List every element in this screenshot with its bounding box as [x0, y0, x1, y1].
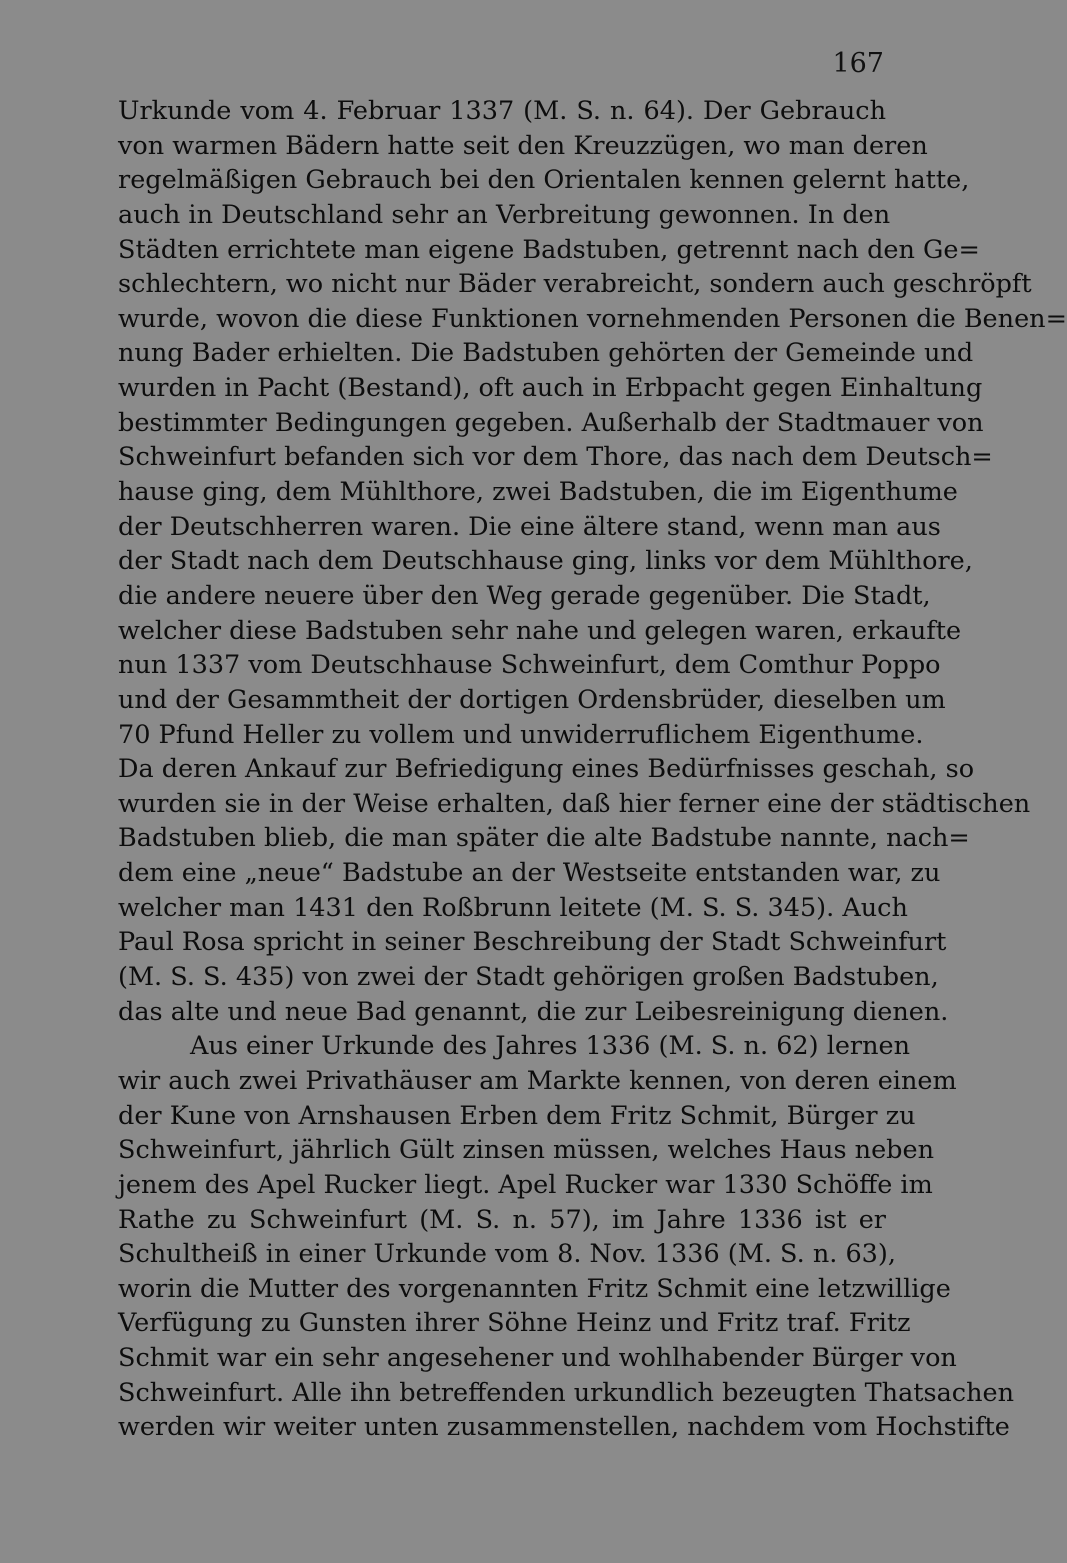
text-line: Schweinfurt. Alle ihn betreffenden urkundlich bezeugten Thatsachen [118, 1377, 1015, 1408]
text-line: der Deutschherren waren. Die eine ältere stand, wenn man aus [118, 511, 941, 542]
text-line: regelmäßigen Gebrauch bei den Orientalen kennen gelernt hatte, [118, 165, 970, 196]
text-line: (M. S. S. 435) von zwei der Stadt gehörigen großen Badstuben, [118, 962, 939, 993]
text-line: nun 1337 vom Deutschhause Schweinfurt, dem Comthur Poppo [118, 650, 941, 681]
text-line: wurden in Pacht (Bestand), oft auch in Erbpacht gegen Einhaltung [118, 373, 983, 404]
text-line: welcher man 1431 den Roßbrunn leitete (M. S. S. 345). Auch [118, 892, 908, 923]
text-line: Rathe zu Schweinfurt (M. S. n. 57), im Jahre 1336 ist er [118, 1204, 886, 1235]
text-line: wurden sie in der Weise erhalten, daß hier ferner eine der städtischen [118, 788, 1031, 819]
text-line: Aus einer Urkunde des Jahres 1336 (M. S. n. 62) lernen [190, 1031, 911, 1062]
text-line: 70 Pfund Heller zu vollem und unwiderruflichem Eigenthume. [118, 719, 924, 750]
text-line: bestimmter Bedingungen gegeben. Außerhalb der Stadtmauer von [118, 407, 984, 438]
text-line: von warmen Bädern hatte seit den Kreuzzügen, wo man deren [118, 130, 928, 161]
text-line: auch in Deutschland sehr an Verbreitung gewonnen. In den [118, 199, 891, 230]
text-line: Schweinfurt befanden sich vor dem Thore, das nach dem Deutsch= [118, 442, 993, 473]
text-line: Schmit war ein sehr angesehener und wohlhabender Bürger von [118, 1343, 957, 1374]
text-line: Verfügung zu Gunsten ihrer Söhne Heinz und Fritz traf. Fritz [118, 1308, 911, 1339]
text-line: und der Gesammtheit der dortigen Ordensbrüder, dieselben um [118, 684, 946, 715]
text-line: Städten errichtete man eigene Badstuben, getrennt nach den Ge= [118, 234, 980, 265]
text-line: nung Bader erhielten. Die Badstuben gehörten der Gemeinde und [118, 338, 974, 369]
text-line: Schultheiß in einer Urkunde vom 8. Nov. 1336 (M. S. n. 63), [118, 1239, 896, 1270]
text-line: Paul Rosa spricht in seiner Beschreibung der Stadt Schweinfurt [118, 927, 947, 958]
body-text [118, 94, 1067, 1445]
text-line: worin die Mutter des vorgenannten Fritz Schmit eine letzwillige [118, 1273, 951, 1304]
text-line: dem eine „neue“ Badstube an der Westseite entstanden war, zu [118, 858, 941, 889]
text-line: wir auch zwei Privathäuser am Markte kennen, von deren einem [118, 1065, 957, 1096]
text-line: Urkunde vom 4. Februar 1337 (M. S. n. 64). Der Gebrauch [118, 96, 886, 126]
text-line: Schweinfurt, jährlich Gült zinsen müssen, welches Haus neben [118, 1135, 935, 1166]
text-line: Da deren Ankauf zur Befriedigung eines Bedürfnisses geschah, so [118, 754, 975, 785]
text-line: welcher diese Badstuben sehr nahe und gelegen waren, erkaufte [118, 615, 962, 646]
text-line: hause ging, dem Mühlthore, zwei Badstuben, die im Eigenthume [118, 477, 958, 508]
text-line: die andere neuere über den Weg gerade gegenüber. Die Stadt, [118, 580, 931, 611]
text-line: wurde, wovon die diese Funktionen vornehmenden Personen die Benen= [118, 303, 1067, 334]
text-line: Badstuben blieb, die man später die alte Badstube nannte, nach= [118, 823, 970, 854]
text-line: der Kune von Arnshausen Erben dem Fritz Schmit, Bürger zu [118, 1100, 916, 1131]
text-line: werden wir weiter unten zusammenstellen, nachdem vom Hochstifte [118, 1412, 1010, 1443]
text-line: schlechtern, wo nicht nur Bäder verabreicht, sondern auch geschröpft [118, 269, 1032, 300]
text-line: jenem des Apel Rucker liegt. Apel Rucker war 1330 Schöffe im [118, 1169, 933, 1200]
text-line: das alte und neue Bad genannt, die zur Leibesreinigung dienen. [118, 996, 949, 1027]
page-number: 167 [832, 48, 884, 79]
text-line: der Stadt nach dem Deutschhause ging, links vor dem Mühlthore, [118, 546, 973, 577]
